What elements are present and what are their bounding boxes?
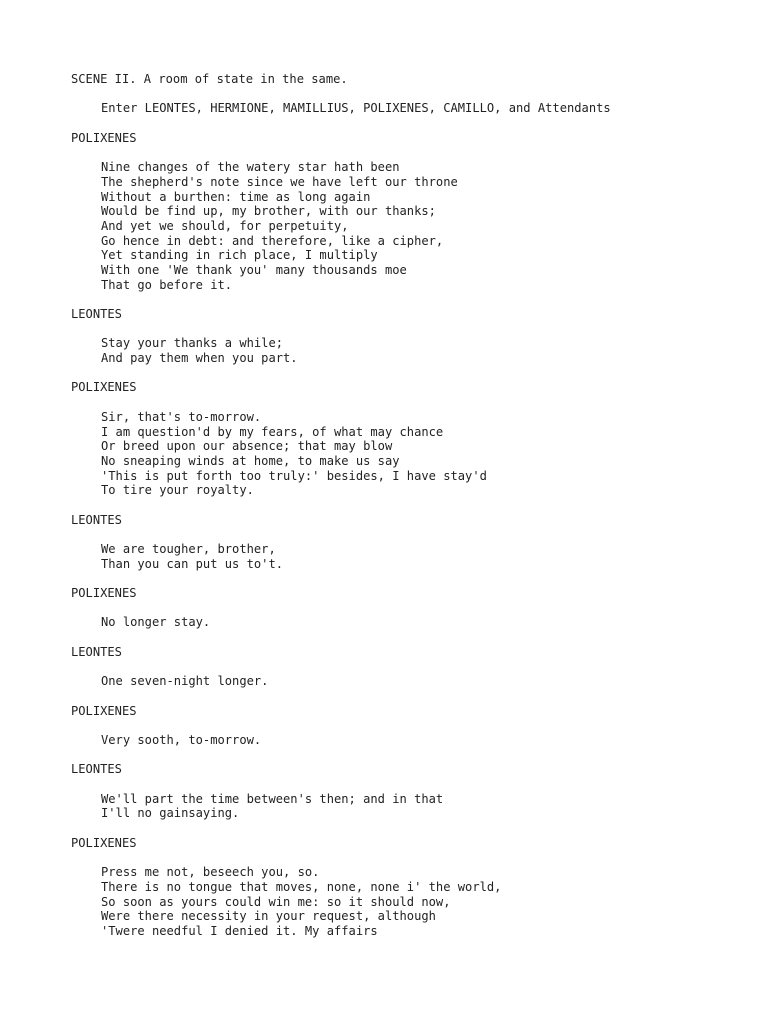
speaker-name: POLIXENES — [71, 380, 137, 395]
blank-line — [71, 821, 761, 836]
verse-line: Sir, that's to-morrow. — [101, 409, 262, 424]
verse-line: Or breed upon our absence; that may blow — [101, 439, 393, 454]
verse-line: Without a burthen: time as long again — [101, 189, 371, 204]
verse-line: No longer stay. — [101, 615, 211, 630]
verse-line: With one 'We thank you' many thousands moe — [101, 262, 407, 277]
verse-line: One seven-night longer. — [101, 674, 269, 689]
verse-line: We'll part the time between's then; and in that — [101, 791, 444, 806]
verse-line: Nine changes of the watery star hath been — [101, 160, 400, 175]
blank-line — [71, 87, 761, 102]
verse-line: And pay them when you part. — [101, 351, 298, 366]
verse-line: Would be find up, my brother, with our thanks; — [101, 204, 436, 219]
verse-line: And yet we should, for perpetuity, — [101, 218, 349, 233]
verse-line: To tire your royalty. — [101, 483, 254, 498]
stage-direction: Enter LEONTES, HERMIONE, MAMILLIUS, POLIXENES, CAMILLO, and Attendants — [101, 101, 611, 116]
script-document — [71, 72, 761, 939]
speech-block — [71, 836, 761, 939]
blank-line — [71, 660, 761, 675]
speech-block — [71, 704, 761, 763]
blank-line — [71, 718, 761, 733]
blank-line — [71, 322, 761, 337]
verse-line: I am question'd by my fears, of what may chance — [101, 424, 444, 439]
verse-line: Press me not, beseech you, so. — [101, 865, 320, 880]
speech-block — [71, 513, 761, 586]
speech-block — [71, 307, 761, 380]
speech-block — [71, 762, 761, 835]
blank-line — [71, 527, 761, 542]
speaker-name: LEONTES — [71, 307, 122, 321]
speaker-name: POLIXENES — [71, 835, 137, 850]
speaker-name: LEONTES — [71, 644, 122, 659]
blank-line — [71, 748, 761, 763]
blank-line — [71, 571, 761, 586]
verse-line: 'Twere needful I denied it. My affairs — [101, 923, 378, 938]
blank-line — [71, 116, 761, 131]
speaker-name: LEONTES — [71, 762, 122, 777]
blank-line — [71, 395, 761, 410]
blank-line — [71, 630, 761, 645]
verse-line: Yet standing in rich place, I multiply — [101, 248, 378, 263]
verse-line: The shepherd's note since we have left our throne — [101, 174, 458, 189]
speech-block — [71, 645, 761, 704]
speech-block — [71, 131, 761, 307]
blank-line — [71, 145, 761, 160]
verse-line: That go before it. — [101, 277, 233, 292]
blank-line — [71, 366, 761, 381]
verse-line: So soon as yours could win me: so it should now, — [101, 894, 451, 909]
blank-line — [71, 498, 761, 513]
blank-line — [71, 850, 761, 865]
speaker-name: POLIXENES — [71, 703, 137, 718]
verse-line: I'll no gainsaying. — [101, 806, 240, 821]
speeches — [71, 131, 761, 939]
verse-line: Go hence in debt: and therefore, like a cipher, — [101, 233, 444, 248]
speaker-name: POLIXENES — [71, 130, 137, 145]
verse-line: Very sooth, to-morrow. — [101, 732, 262, 747]
verse-line: Were there necessity in your request, although — [101, 909, 436, 924]
blank-line — [71, 777, 761, 792]
blank-line — [71, 601, 761, 616]
verse-line: Stay your thanks a while; — [101, 336, 284, 351]
speaker-name: LEONTES — [71, 512, 122, 527]
verse-line: Than you can put us to't. — [101, 556, 284, 571]
blank-line — [71, 689, 761, 704]
blank-line — [71, 292, 761, 307]
speech-block — [71, 586, 761, 645]
speech-block — [71, 380, 761, 512]
verse-line: 'This is put forth too truly:' besides, I have stay'd — [101, 468, 487, 483]
verse-line: We are tougher, brother, — [101, 542, 276, 556]
scene-heading: SCENE II. A room of state in the same. — [71, 72, 348, 86]
verse-line: No sneaping winds at home, to make us say — [101, 453, 400, 468]
speaker-name: POLIXENES — [71, 586, 137, 601]
verse-line: There is no tongue that moves, none, none i' the world, — [101, 879, 502, 894]
